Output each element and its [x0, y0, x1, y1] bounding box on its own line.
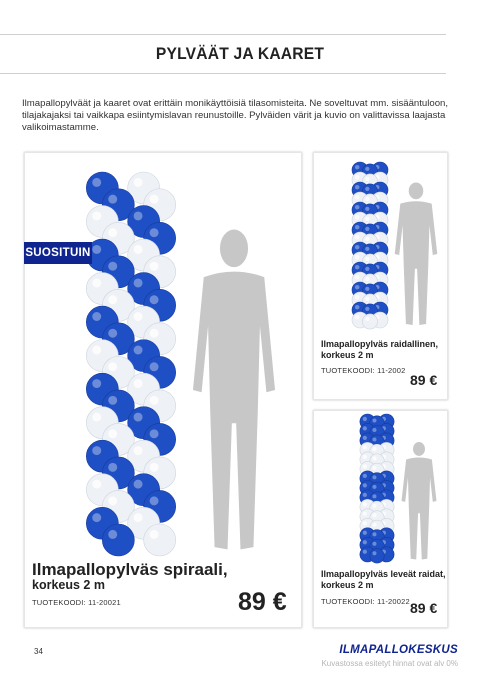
price-footnote: Kuvastossa esitetyt hinnat ovat alv 0%: [321, 659, 458, 668]
man-silhouette-icon: [396, 440, 442, 562]
product-code: TUOTEKOODI: 11-2002: [321, 366, 406, 375]
product-name: Ilmapallopylväs spiraali,: [32, 560, 228, 579]
balloon-column-wide-stripes: [358, 414, 396, 562]
page-title: PYLVÄÄT JA KAARET: [155, 44, 325, 63]
product-price: 89 €: [238, 588, 287, 616]
product-price: 89 €: [410, 600, 438, 616]
popular-badge: SUOSITUIN: [24, 242, 92, 264]
product-price: 89 €: [410, 372, 438, 388]
man-silhouette-icon: [180, 224, 288, 556]
title-rule: [0, 73, 446, 74]
product-name: Ilmapallopylväs leveät raidat,: [321, 569, 446, 579]
product-name-height: korkeus 2 m: [321, 350, 374, 360]
balloon-column-stripes: [350, 162, 390, 328]
product-code: TUOTEKOODI: 11-20022: [321, 597, 410, 606]
top-rule: [0, 34, 446, 35]
product-code: TUOTEKOODI: 11-20021: [32, 598, 121, 607]
man-silhouette-icon: [388, 180, 444, 328]
balloon-column-spiral: [84, 172, 178, 556]
product-name-height: korkeus 2 m: [32, 578, 105, 592]
intro-text: Ilmapallopylväät ja kaaret ovat erittäin monikäyttöisiä tilasomisteita. Ne soveltuvat mm. sisääntuloon, tilajakajaksi tai vaikkapa esiintymislavan reunustoille. Pylväiden värit ja kuvio on valittavissa laajasta valikoimastamme.: [22, 98, 449, 133]
product-name: Ilmapallopylväs raidallinen,: [321, 339, 439, 349]
product-name-height: korkeus 2 m: [321, 580, 374, 590]
page-number: 34: [34, 647, 43, 656]
brand-logo: ILMAPALLOKESKUS: [339, 644, 458, 656]
